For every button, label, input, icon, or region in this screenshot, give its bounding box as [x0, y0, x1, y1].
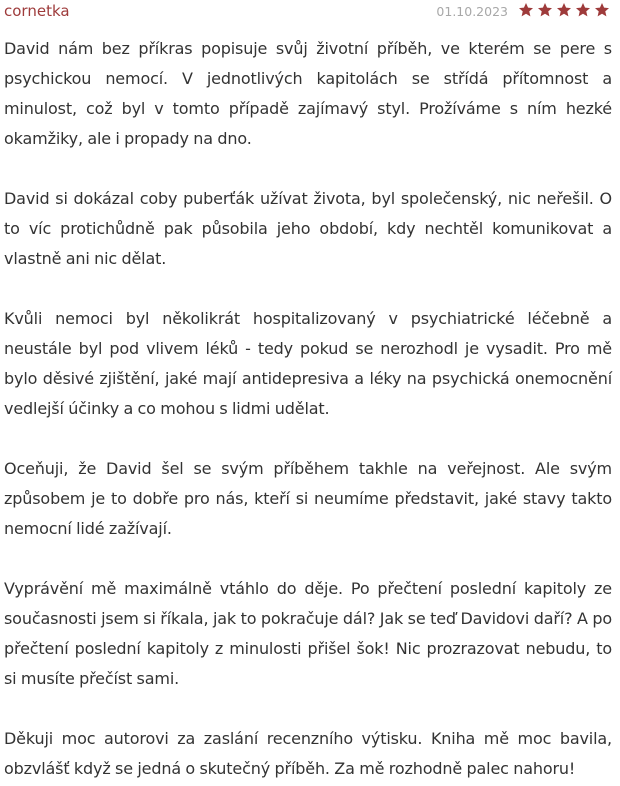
review-paragraph: Oceňuji, že David šel se svým příběhem takhle na veřejnost. Ale svým způsobem je to dobře pro nás, kteří si neumíme představit, jaké stavy takto nemocní lidé zažívají. [4, 459, 612, 538]
star-icon [594, 2, 610, 18]
review-paragraph: Kvůli nemoci byl několikrát hospitalizovaný v psychiatrické léčebně a neustále byl pod vlivem léků - tedy pokud se nerozhodl je vysadit. Pro mě bylo děsivé zjištění, jaké mají antidepresiva a léky na psychická onemocnění vedlejší účinky a co mohou s lidmi udělat. [4, 309, 612, 418]
review-paragraph: David si dokázal coby puberťák užívat života, byl společenský, nic neřešil. O to víc protichůdně pak působila jeho období, kdy nechtěl komunikovat a vlastně ani nic dělat. [4, 189, 612, 268]
review-author-link[interactable]: cornetka [4, 2, 70, 20]
review-paragraph: Děkuji moc autorovi za zaslání recenzního výtisku. Kniha mě moc bavila, obzvlášť když se jedná o skutečný příběh. Za mě rozhodně palec nahoru! [4, 729, 612, 778]
review-paragraph: Vyprávění mě maximálně vtáhlo do děje. Po přečtení poslední kapitoly ze současnosti jsem si říkala, jak to pokračuje dál? Jak se teď Davidovi daří? A po přečtení poslední kapitoly z minulosti přišel šok! Nic prozrazovat nebudu, to si musíte přečíst sami. [4, 579, 612, 688]
star-icon [575, 2, 591, 18]
review-date: 01.10.2023 [436, 4, 508, 19]
star-icon [556, 2, 572, 18]
star-icon [537, 2, 553, 18]
star-icon [518, 2, 534, 18]
review-paragraph: David nám bez příkras popisuje svůj životní příběh, ve kterém se pere s psychickou nemocí. V jednotlivých kapitolách se střídá přítomnost a minulost, což byl v tomto případě zajímavý styl. Prožíváme s ním hezké okamžiky, ale i propady na dno. [4, 39, 612, 148]
review [4, 0, 612, 778]
review-header [4, 0, 612, 26]
rating-stars [518, 2, 610, 18]
review-body [4, 34, 612, 784]
